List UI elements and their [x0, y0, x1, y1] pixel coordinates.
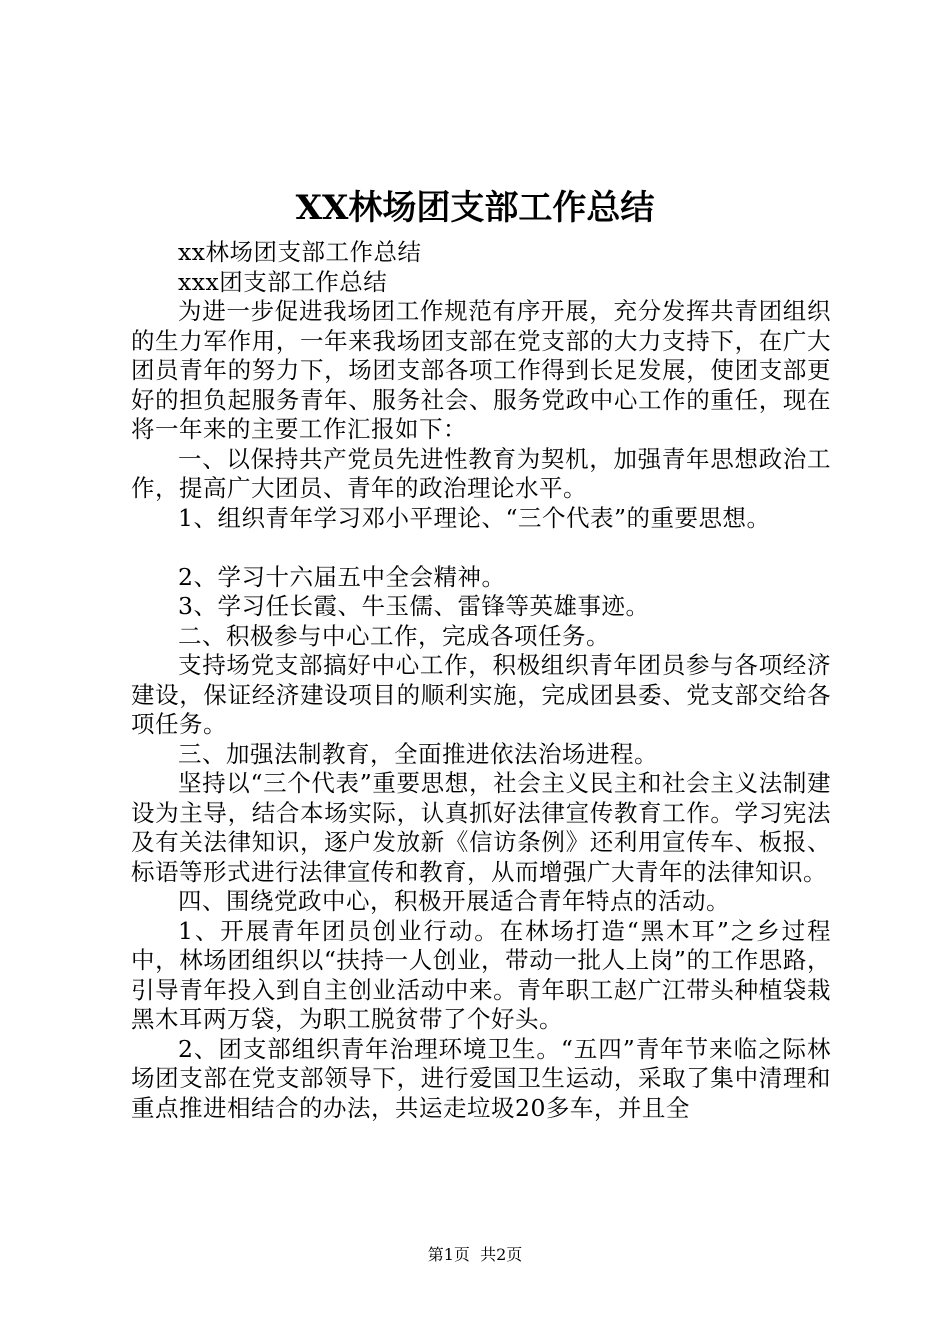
paragraph-item-4-1: 1、开展青年团员创业行动。在林场打造“黑木耳”之乡过程中，林场团组织以“扶持一人创业，带动一批人上岗”的工作思路，引导青年投入到自主创业活动中来。青年职工赵广江带头种植袋栽黑木耳两万袋，为职工脱贫带了个好头。	[131, 916, 831, 1033]
paragraph-section-2: 二、积极参与中心工作，完成各项任务。	[178, 621, 610, 650]
page-total: 共2页	[480, 1245, 523, 1264]
paragraph-item-1-2: 2、学习十六届五中全会精神。	[178, 562, 506, 591]
document-body	[131, 238, 831, 1123]
paragraph-intro: 为进一步促进我场团工作规范有序开展，充分发挥共青团组织的生力军作用，一年来我场团支部在党支部的大力支持下，在广大团员青年的努力下，场团支部各项工作得到长足发展，使团支部更好的担负起服务青年、服务社会、服务党政中心工作的重任，现在将一年来的主要工作汇报如下：	[131, 297, 831, 443]
paragraph-item-1-1: 1、组织青年学习邓小平理论、“三个代表”的重要思想。	[178, 503, 771, 532]
paragraph-item-1-3: 3、学习任长霞、牛玉儒、雷锋等英雄事迹。	[178, 592, 650, 620]
paragraph-subtitle-2: xxx团支部工作总结	[178, 267, 388, 296]
page-footer	[0, 1244, 950, 1266]
paragraph-subtitle: xx林场团支部工作总结	[178, 238, 422, 266]
paragraph-section-4: 四、围绕党政中心，积极开展适合青年特点的活动。	[178, 887, 730, 915]
page-number: 第1页	[427, 1245, 470, 1264]
document-title: XX林场团支部工作总结	[295, 188, 655, 228]
paragraph-section-2-body: 支持场党支部搞好中心工作，积极组织青年团员参与各项经济建设，保证经济建设项目的顺利实施，完成团县委、党支部交给各项任务。	[131, 651, 831, 738]
paragraph-section-1: 一、以保持共产党员先进性教育为契机，加强青年思想政治工作，提高广大团员、青年的政治理论水平。	[131, 444, 831, 502]
paragraph-section-3: 三、加强法制教育，全面推进依法治场进程。	[178, 739, 658, 768]
paragraph-item-4-2: 2、团支部组织青年治理环境卫生。“五四”青年节来临之际林场团支部在党支部领导下，进行爱国卫生运动，采取了集中清理和重点推进相结合的办法，共运走垃圾20多车，并且全	[131, 1034, 831, 1122]
paragraph-section-3-body: 坚持以“三个代表”重要思想，社会主义民主和社会主义法制建设为主导，结合本场实际，认真抓好法律宣传教育工作。学习宪法及有关法律知识，逐户发放新《信访条例》还利用宣传车、板报、标语等形式进行法律宣传和教育，从而增强广大青年的法律知识。	[131, 769, 831, 886]
